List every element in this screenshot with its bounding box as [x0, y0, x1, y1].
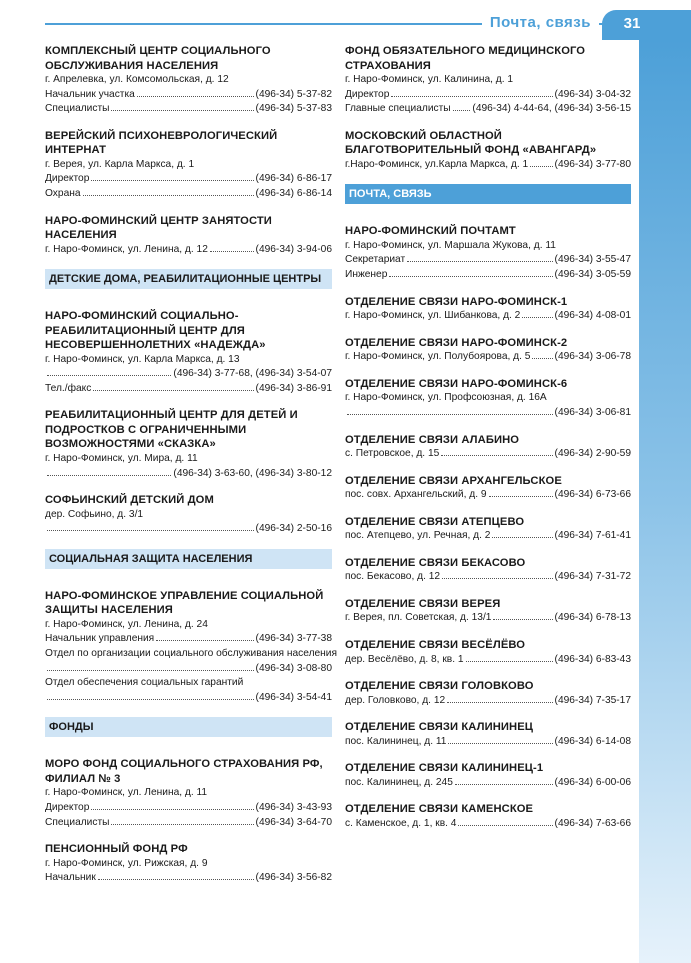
phone-number: (496-34) 6-14-08 — [554, 735, 631, 747]
phone-number: (496-34) 3-94-06 — [255, 243, 332, 255]
dot-leader — [532, 358, 552, 359]
phone-number: (496-34) 3-56-82 — [255, 872, 332, 884]
entry-title: ОТДЕЛЕНИЕ СВЯЗИ НАРО-ФОМИНСК-2 — [345, 336, 568, 349]
dot-leader — [47, 670, 254, 671]
phone-row — [45, 382, 332, 397]
directory-entry — [45, 129, 332, 202]
entry-title: НАРО-ФОМИНСКИЙ ЦЕНТР ЗАНЯТОСТИ НАСЕЛЕНИЯ — [45, 214, 272, 242]
phone-number: (496-34) 7-63-66 — [554, 817, 631, 829]
phone-row — [345, 817, 631, 832]
directory-entry — [345, 638, 631, 667]
row-label: Главные специалисты — [345, 103, 451, 115]
directory-entry — [45, 214, 332, 258]
phone-row — [345, 102, 631, 117]
dot-leader — [111, 110, 253, 111]
phone-row — [345, 529, 631, 544]
phone-number: (496-34) 7-61-41 — [554, 530, 631, 542]
dot-leader — [347, 414, 553, 415]
dot-leader — [47, 699, 254, 700]
row-label: Директор — [45, 801, 90, 813]
category-band: СОЦИАЛЬНАЯ ЗАЩИТА НАСЕЛЕНИЯ — [45, 549, 332, 569]
directory-entry — [345, 720, 631, 749]
row-label: пос. Бекасово, д. 12 — [345, 571, 441, 583]
directory-entry — [45, 44, 332, 117]
dot-leader — [156, 640, 253, 641]
phone-row — [45, 662, 332, 677]
entry-title: ОТДЕЛЕНИЕ СВЯЗИ БЕКАСОВО — [345, 556, 526, 569]
entry-address: г. Наро-Фоминск, ул. Карла Маркса, д. 13 — [45, 353, 240, 365]
dot-leader — [47, 475, 171, 476]
entry-title: НАРО-ФОМИНСКИЙ ПОЧТАМТ — [345, 225, 516, 238]
row-label: с. Петровское, д. 15 — [345, 448, 440, 460]
dot-leader — [492, 537, 552, 538]
phone-number: (496-34) 7-31-72 — [554, 571, 631, 583]
entry-address: г. Апрелевка, ул. Комсомольская, д. 12 — [45, 74, 229, 85]
phone-row — [345, 350, 631, 365]
directory-entry — [345, 224, 631, 282]
directory-entry — [345, 761, 631, 790]
phone-number: (496-34) 5-37-82 — [255, 88, 332, 100]
entry-title: ОТДЕЛЕНИЕ СВЯЗИ АРХАНГЕЛЬСКОЕ — [345, 474, 562, 487]
phone-row — [45, 102, 332, 117]
phone-number: (496-34) 5-37-83 — [255, 103, 332, 115]
directory-entry — [345, 44, 631, 117]
row-label: Тел./факс — [45, 382, 92, 394]
entry-address: г. Верея, ул. Карла Маркса, д. 1 — [45, 158, 195, 170]
phone-number: (496-34) 3-63-60, (496-34) 3-80-12 — [173, 467, 332, 479]
directory-entry — [345, 295, 631, 324]
phone-number: (496-34) 4-08-01 — [554, 310, 631, 322]
directory-entry — [345, 802, 631, 831]
entry-address: г. Наро-Фоминск, ул. Мира, д. 11 — [45, 452, 198, 464]
entry-title: СОФЬИНСКИЙ ДЕТСКИЙ ДОМ — [45, 494, 214, 507]
entry-title: РЕАБИЛИТАЦИОННЫЙ ЦЕНТР ДЛЯ ДЕТЕЙ И ПОДРОСТКОВ С ОГРАНИЧЕННЫМИ ВОЗМОЖНОСТЯМИ «СКАЗКА» — [45, 409, 298, 451]
phone-row — [45, 691, 332, 706]
directory-entry — [45, 408, 332, 481]
entry-address: г. Наро-Фоминск, ул. Маршала Жукова, д. 11 — [345, 239, 556, 251]
category-band: ФОНДЫ — [45, 717, 332, 737]
phone-row — [345, 653, 631, 668]
entry-title: КОМПЛЕКСНЫЙ ЦЕНТР СОЦИАЛЬНОГО ОБСЛУЖИВАНИЯ НАСЕЛЕНИЯ — [45, 45, 271, 72]
phone-number: (496-34) 4-44-64, (496-34) 3-56-15 — [472, 103, 631, 115]
dot-leader — [447, 702, 552, 703]
phone-number: (496-34) 6-86-14 — [255, 187, 332, 199]
phone-number: (496-34) 2-90-59 — [554, 448, 631, 460]
entry-address: г. Наро-Фоминск, ул. Профсоюзная, д. 16А — [345, 392, 547, 404]
entry-address: дер. Софьино, д. 3/1 — [45, 508, 144, 520]
directory-entry — [45, 309, 332, 396]
phone-number: (496-34) 6-00-06 — [554, 776, 631, 788]
left-column — [45, 44, 338, 898]
phone-row — [345, 776, 631, 791]
directory-entry — [45, 757, 332, 830]
dot-leader — [453, 110, 471, 111]
directory-entry — [345, 515, 631, 544]
dot-leader — [493, 619, 552, 620]
row-label: Начальник участка — [45, 88, 135, 100]
directory-entry — [345, 336, 631, 365]
phone-row — [345, 88, 631, 103]
page-tab-strip — [639, 40, 691, 963]
phone-row — [345, 309, 631, 324]
row-label: Директор — [45, 173, 90, 185]
dot-leader — [137, 96, 254, 97]
department-label: Отдел по организации социального обслуживания населения — [45, 648, 338, 659]
dot-leader — [441, 455, 552, 456]
entry-title: НАРО-ФОМИНСКОЕ УПРАВЛЕНИЕ СОЦИАЛЬНОЙ ЗАЩИТЫ НАСЕЛЕНИЯ — [45, 589, 324, 617]
category-band: ДЕТСКИЕ ДОМА, РЕАБИЛИТАЦИОННЫЕ ЦЕНТРЫ — [45, 269, 332, 289]
entry-title: ПЕНСИОННЫЙ ФОНД РФ — [45, 843, 188, 856]
header-bar — [0, 14, 691, 32]
row-label: Начальник управления — [45, 633, 155, 645]
phone-row — [45, 367, 332, 382]
dot-leader — [47, 375, 171, 376]
entry-address: г. Наро-Фоминск, ул. Ленина, д. 11 — [45, 787, 208, 799]
phone-row — [45, 522, 332, 537]
phone-number: (496-34) 3-04-32 — [554, 88, 631, 100]
dot-leader — [407, 261, 552, 262]
directory-entry — [45, 842, 332, 886]
entry-title: ОТДЕЛЕНИЕ СВЯЗИ АТЕПЦЕВО — [345, 515, 525, 528]
phone-number: (496-34) 3-06-81 — [554, 406, 631, 418]
phone-row — [345, 694, 631, 709]
phone-row — [45, 632, 332, 647]
phone-row — [345, 570, 631, 585]
phone-row — [345, 268, 631, 283]
dot-leader — [391, 96, 552, 97]
directory-entry — [345, 129, 631, 173]
phone-number: (496-34) 6-73-66 — [554, 489, 631, 501]
directory-entry — [345, 679, 631, 708]
entry-title: ОТДЕЛЕНИЕ СВЯЗИ НАРО-ФОМИНСК-1 — [345, 295, 568, 308]
entry-title: ОТДЕЛЕНИЕ СВЯЗИ КАМЕНСКОЕ — [345, 803, 534, 816]
dot-leader — [98, 879, 254, 880]
row-label: Инженер — [345, 269, 388, 281]
right-column — [345, 44, 631, 843]
directory-entry — [345, 433, 631, 462]
row-label: пос. Калининец, д. 11 — [345, 735, 447, 747]
phone-number: (496-34) 3-64-70 — [255, 816, 332, 828]
dot-leader — [91, 180, 253, 181]
entry-title: МОСКОВСКИЙ ОБЛАСТНОЙ БЛАГОТВОРИТЕЛЬНЫЙ ФОНД «АВАНГАРД» — [345, 129, 597, 157]
phone-number: (496-34) 3-43-93 — [255, 801, 332, 813]
entry-address: г. Наро-Фоминск, ул. Рижская, д. 9 — [45, 857, 208, 869]
entry-title: МОРО ФОНД СОЦИАЛЬНОГО СТРАХОВАНИЯ РФ, ФИЛИАЛ № 3 — [45, 758, 323, 785]
directory-entry — [45, 589, 338, 706]
dot-leader — [93, 390, 253, 391]
dot-leader — [91, 809, 253, 810]
row-label: г. Наро-Фоминск, ул. Ленина, д. 12 — [45, 243, 208, 255]
directory-entry — [345, 556, 631, 585]
phone-row — [345, 253, 631, 268]
dot-leader — [442, 578, 552, 579]
phone-row — [45, 243, 332, 258]
row-label: Охрана — [45, 187, 81, 199]
directory-entry — [345, 597, 631, 626]
phone-number: (496-34) 3-54-41 — [255, 691, 332, 703]
phone-row — [45, 187, 332, 202]
phone-number: (496-34) 2-50-16 — [255, 523, 332, 535]
directory-entry — [345, 377, 631, 421]
phone-number: (496-34) 3-06-78 — [554, 351, 631, 363]
entry-title: ОТДЕЛЕНИЕ СВЯЗИ ВЕСЁЛЁВО — [345, 639, 526, 651]
entry-title: ФОНД ОБЯЗАТЕЛЬНОГО МЕДИЦИНСКОГО СТРАХОВАНИЯ — [345, 45, 586, 72]
entry-title: ОТДЕЛЕНИЕ СВЯЗИ КАЛИНИНЕЦ — [345, 721, 534, 734]
dot-leader — [530, 166, 552, 167]
row-label: г. Наро-Фоминск, ул. Полубоярова, д. 5 — [345, 351, 531, 363]
phone-number: (496-34) 3-08-80 — [255, 662, 332, 674]
phone-row — [45, 816, 332, 831]
row-label: пос. совх. Архангельский, д. 9 — [345, 489, 487, 501]
phone-row — [345, 406, 631, 421]
phone-row — [345, 158, 631, 173]
row-label: Директор — [345, 88, 390, 100]
dot-leader — [455, 784, 553, 785]
dot-leader — [111, 824, 253, 825]
dot-leader — [448, 743, 552, 744]
phone-number: (496-34) 6-78-13 — [554, 612, 631, 624]
section-title: Почта, связь — [482, 14, 599, 31]
phone-row — [345, 611, 631, 626]
phone-row — [45, 871, 332, 886]
row-label: г. Наро-Фоминск, ул. Шибанкова, д. 2 — [345, 310, 521, 322]
phone-number: (496-34) 3-77-80 — [554, 158, 631, 170]
row-label: пос. Атепцево, ул. Речная, д. 2 — [345, 530, 491, 542]
dot-leader — [83, 195, 254, 196]
department-label: Отдел обеспечения социальных гарантий — [45, 677, 244, 689]
phone-row — [45, 88, 332, 103]
row-label: г. Верея, пл. Советская, д. 13/1 — [345, 612, 492, 624]
phone-row — [345, 447, 631, 462]
dot-leader — [389, 276, 552, 277]
phone-row — [45, 801, 332, 816]
entry-title: НАРО-ФОМИНСКИЙ СОЦИАЛЬНО-РЕАБИЛИТАЦИОННЫЙ ЦЕНТР ДЛЯ НЕСОВЕРШЕННОЛЕТНИХ «НАДЕЖДА» — [45, 310, 266, 352]
phone-row — [45, 172, 332, 187]
phone-number: (496-34) 3-86-91 — [255, 382, 332, 394]
dot-leader — [489, 496, 553, 497]
entry-title: ОТДЕЛЕНИЕ СВЯЗИ ГОЛОВКОВО — [345, 680, 534, 693]
entry-title: ОТДЕЛЕНИЕ СВЯЗИ ВЕРЕЯ — [345, 597, 501, 610]
page-number: 31 — [623, 15, 641, 32]
entry-title: ОТДЕЛЕНИЕ СВЯЗИ АЛАБИНО — [345, 433, 520, 446]
phone-number: (496-34) 3-77-38 — [255, 633, 332, 645]
row-label: Специалисты — [45, 816, 110, 828]
dot-leader — [458, 825, 552, 826]
entry-title: ВЕРЕЙСКИЙ ПСИХОНЕВРОЛОГИЧЕСКИЙ ИНТЕРНАТ — [45, 129, 278, 157]
entry-address: г. Наро-Фоминск, ул. Калинина, д. 1 — [345, 74, 514, 85]
row-label: Начальник — [45, 872, 96, 884]
phone-row — [345, 735, 631, 750]
row-label: пос. Калининец, д. 245 — [345, 776, 453, 788]
phone-row — [345, 488, 631, 503]
category-band: ПОЧТА, СВЯЗЬ — [345, 184, 631, 204]
row-label: Секретариат — [345, 254, 406, 266]
entry-title: ОТДЕЛЕНИЕ СВЯЗИ КАЛИНИНЕЦ-1 — [345, 762, 544, 775]
phone-number: (496-34) 3-55-47 — [554, 254, 631, 266]
phone-number: (496-34) 7-35-17 — [554, 694, 631, 706]
row-label: с. Каменское, д. 1, кв. 4 — [345, 817, 457, 829]
row-label: Специалисты — [45, 103, 110, 115]
dot-leader — [522, 317, 552, 318]
row-label: дер. Весёлёво, д. 8, кв. 1 — [345, 653, 464, 665]
phone-number: (496-34) 3-05-59 — [554, 269, 631, 281]
entry-address: г. Наро-Фоминск, ул. Ленина, д. 24 — [45, 618, 208, 630]
phone-row — [45, 467, 332, 482]
dot-leader — [466, 661, 553, 662]
dot-leader — [47, 530, 254, 531]
directory-entry — [345, 474, 631, 503]
entry-title: ОТДЕЛЕНИЕ СВЯЗИ НАРО-ФОМИНСК-6 — [345, 377, 568, 390]
row-label: дер. Головково, д. 12 — [345, 694, 446, 706]
phone-number: (496-34) 3-77-68, (496-34) 3-54-07 — [173, 368, 332, 380]
row-label: г.Наро-Фоминск, ул.Карла Маркса, д. 1 — [345, 158, 529, 170]
directory-entry — [45, 493, 332, 537]
phone-number: (496-34) 6-83-43 — [554, 653, 631, 665]
phone-number: (496-34) 6-86-17 — [255, 173, 332, 185]
dot-leader — [210, 251, 254, 252]
